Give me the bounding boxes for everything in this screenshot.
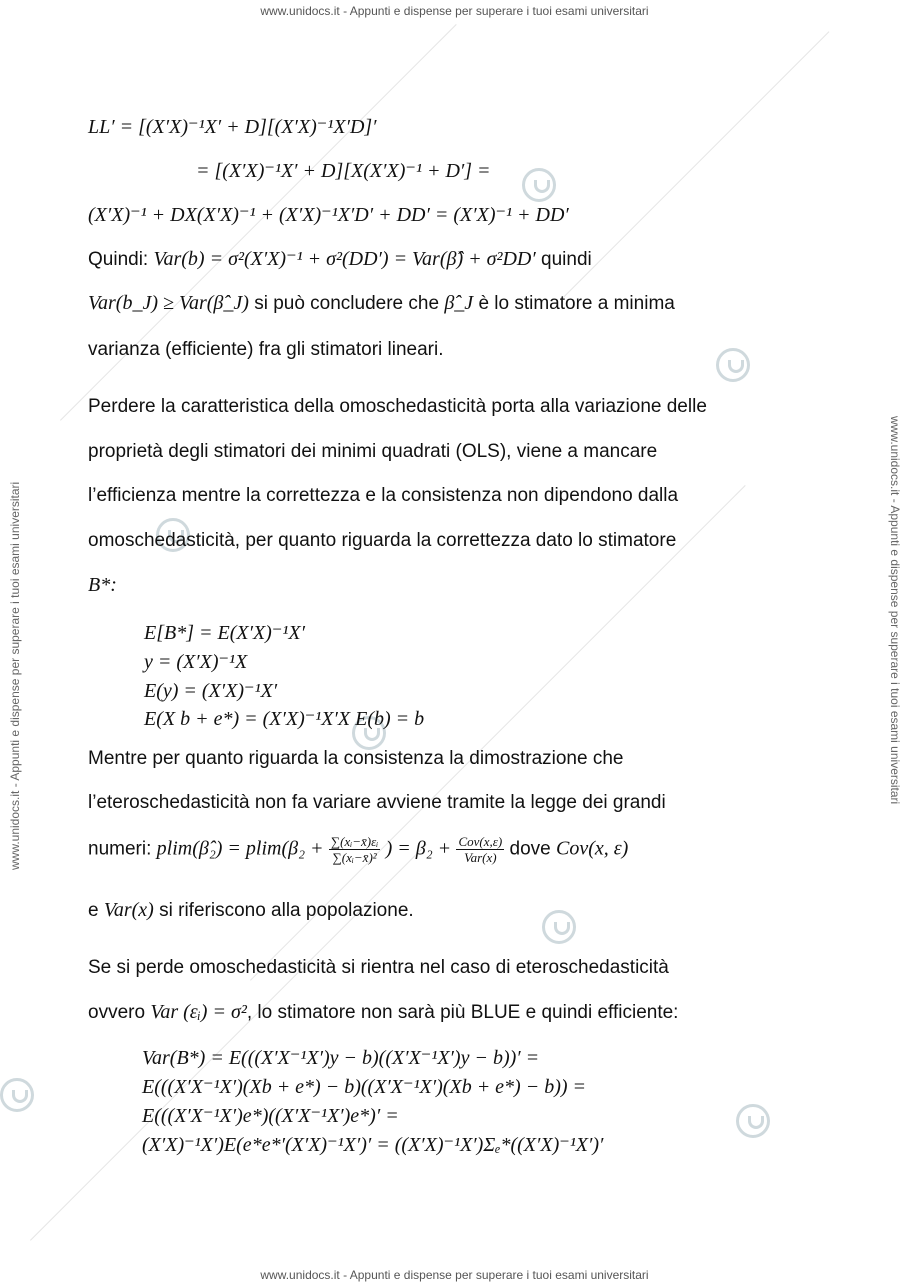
plim-line [88, 834, 628, 865]
variance-inequality-line [88, 292, 675, 315]
variance-inequality: Var(b_J) ≥ Var(β̂_J) [88, 292, 249, 314]
footer-banner-text[interactable]: www.unidocs.it - Appunti e dispense per superare i tuoi esami universitari [260, 1268, 649, 1282]
header-banner-text[interactable]: www.unidocs.it - Appunti e dispense per superare i tuoi esami universitari [260, 4, 649, 18]
population-text: si riferiscono alla popolazione. [159, 900, 414, 921]
footer-banner[interactable] [0, 1268, 909, 1282]
equation-ll-line-3: (X′X)⁻¹ + DX(X′X)⁻¹ + (X′X)⁻¹X′D′ + DD′ = (X′X)⁻¹ + DD′ [88, 204, 569, 226]
equation-var-b-star-3: E(((X′X⁻¹X′)e*)((X′X⁻¹X′)e*)′ = [142, 1105, 399, 1127]
population-line [88, 899, 414, 922]
equation-ll-line-2: = [(X′X)⁻¹X′ + D][X(X′X)⁻¹ + D′] = [196, 160, 491, 182]
quindi-label: Quindi: [88, 249, 149, 270]
conclusion-text-1: si può concludere che [254, 293, 440, 314]
var-x-expression: Var(x) [103, 899, 154, 921]
header-banner[interactable] [0, 4, 909, 18]
right-side-banner [888, 416, 902, 804]
e-label: e [88, 900, 99, 921]
fraction-sum-denominator: ∑(xᵢ−x̄)² [332, 850, 377, 865]
dove-label: dove [509, 838, 551, 860]
watermark-logo-icon [522, 168, 556, 202]
fraction-sum-numerator: ∑(xᵢ−x̄)εᵢ [330, 834, 379, 849]
paragraph-line: Se si perde omoschedasticità si rientra nel caso di eteroschedasticità [88, 957, 669, 978]
watermark-logo-icon [736, 1104, 770, 1138]
fraction-cov-numerator: Cov(x,ε) [458, 834, 503, 849]
paragraph-line: omoschedasticità, per quanto riguarda la correttezza dato lo stimatore [88, 530, 677, 551]
beta-hat-j: β̂_J [444, 292, 474, 314]
right-side-banner-text: www.unidocs.it - Appunti e dispense per superare i tuoi esami universitari [888, 416, 902, 805]
estimator-b-star: B*: [88, 574, 117, 596]
paragraph-line: l’efficienza mentre la correttezza e la consistenza non dipendono dalla [88, 485, 679, 506]
quindi-line [88, 246, 592, 271]
paragraph-line: l’eteroschedasticità non fa variare avviene tramite la legge dei grandi [88, 792, 666, 813]
paragraph-line: Perdere la caratteristica della omoschedasticità porta alla variazione delle [88, 396, 707, 417]
equation-expectation-b: E[B*] = E(X′X)⁻¹X′ [144, 622, 305, 644]
cov-expression: Cov(x, ε) [555, 837, 629, 860]
blue-line [88, 1001, 678, 1024]
paragraph-line: proprietà degli stimatori dei minimi quadrati (OLS), viene a mancare [88, 441, 658, 462]
quindi-tail: quindi [541, 249, 592, 270]
blue-text: , lo stimatore non sarà più BLUE e quindi efficiente: [246, 1002, 679, 1023]
equation-var-b-star-4: (X′X)⁻¹X′)E(e*e*′(X′X)⁻¹X′)′ = ((X′X)⁻¹X′)Σₑ*((X′X)⁻¹X′)′ [142, 1134, 604, 1156]
plim-expression-a: plim(β̂₂) = plim(β₂ + [156, 837, 324, 860]
watermark-line [560, 31, 829, 300]
fraction-sum [329, 834, 380, 865]
watermark-logo-icon [542, 910, 576, 944]
variance-equation: Var(b) = σ²(X′X)⁻¹ + σ²(DD′) = Var(β̂) + σ²DD′ [153, 248, 536, 270]
ovvero-label: ovvero [88, 1002, 146, 1023]
equation-ll-line-1: LL′ = [(X′X)⁻¹X′ + D][(X′X)⁻¹X′D]′ [88, 116, 377, 138]
equation-expectation-y: E(y) = (X′X)⁻¹X′ [144, 680, 278, 702]
plim-expression-b: ) = β₂ + [385, 837, 452, 860]
equation-var-b-star-2: E(((X′X⁻¹X′)(Xb + e*) − b)((X′X⁻¹X′)(Xb + e*) − b)) = [142, 1076, 587, 1098]
fraction-var-denominator: Var(x) [464, 850, 497, 865]
left-side-banner [8, 482, 22, 870]
left-side-banner-text: www.unidocs.it - Appunti e dispense per superare i tuoi esami universitari [8, 481, 22, 870]
var-epsilon-expression: Var (εᵢ) = σ² [150, 1001, 247, 1023]
conclusion-line-3: varianza (efficiente) fra gli stimatori lineari. [88, 339, 444, 360]
equation-y: y = (X′X)⁻¹X [144, 651, 248, 673]
watermark-logo-icon [716, 348, 750, 382]
paragraph-line: Mentre per quanto riguarda la consistenza la dimostrazione che [88, 748, 624, 769]
equation-var-b-star-1: Var(B*) = E(((X′X⁻¹X′)y − b)((X′X⁻¹X′)y − b))′ = [142, 1047, 540, 1069]
numeri-label: numeri: [88, 838, 152, 860]
fraction-cov-var [456, 834, 504, 865]
equation-expectation-xb: E(X b + e*) = (X′X)⁻¹X′X E(b) = b [144, 708, 425, 730]
conclusion-text-2: è lo stimatore a minima [478, 293, 675, 314]
watermark-logo-icon [0, 1078, 34, 1112]
